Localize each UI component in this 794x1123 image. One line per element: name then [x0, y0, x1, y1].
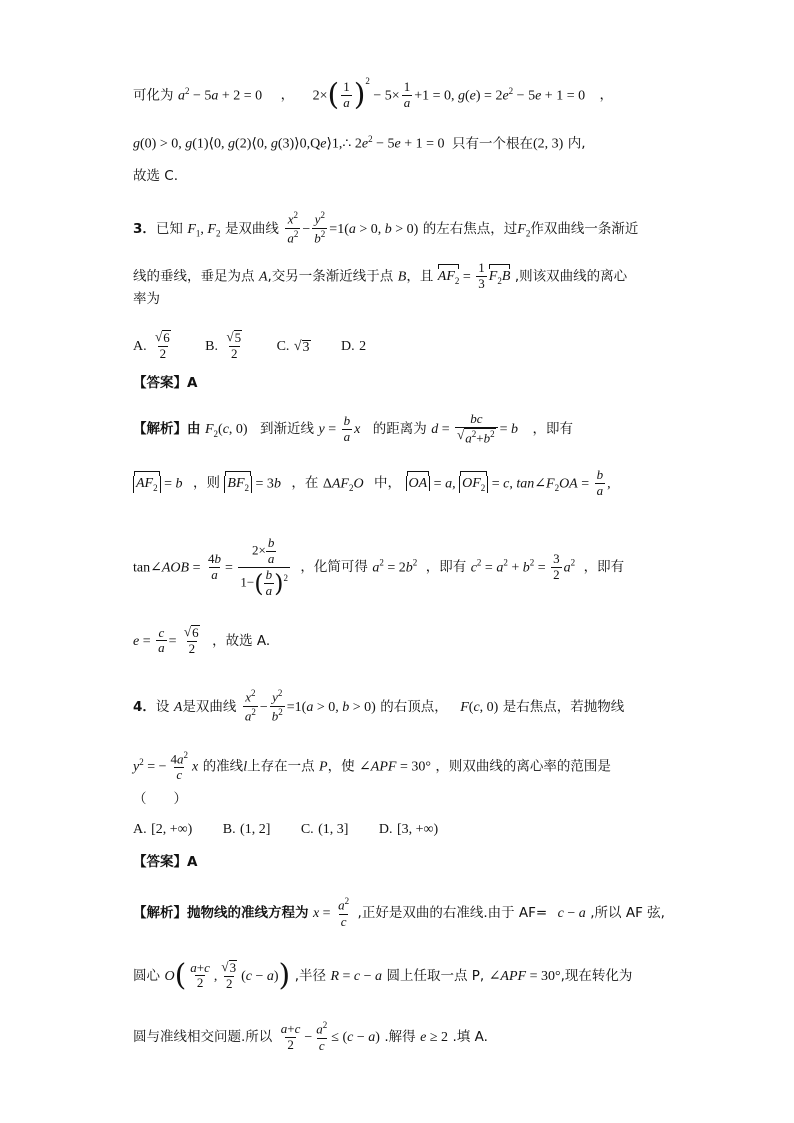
question-4-solution-line-3: 圆与准线相交问题.所以 $\frac{a+c}{2}$ − $\frac{a^2}{c}$ ≤ (c − a) .解得 e ≥ 2 .填 A.	[133, 1020, 488, 1054]
question-3-solution-line-1: 【解析】由 $F_2(c$, 0) 到渐近线 y = $\frac{b}{a}$ x 的距离为 d = bc √ $a^2+b^2$ = b ，即有	[133, 411, 573, 446]
question-4-options	[133, 822, 438, 837]
option-b: B. (1, 2]	[222, 822, 271, 837]
option-b: B. √ 5 2	[205, 329, 242, 361]
solution-line-2: g(0) > 0, g(1)⟨0, g(2)⟨0, g(3)⟩0,Qe⟩1,∴ $2e^2 - 5e + 1 = 0$ 只有一个根在(2, 3) 内,	[133, 134, 586, 152]
option-d: D. [3, +∞)	[378, 822, 439, 837]
solution-line-1: 可化为 $a^2 - 5a + 2 = 0$ ， 2×( $\frac{1}{a}$ )$^2$ − 5× $\frac{1}{a}$ +1 = 0, $g(e) = 2e^2 - 5e + 1 = 0$ ，	[133, 75, 614, 113]
question-3-line-3: 率为	[133, 291, 160, 307]
option-a: A. [2, +∞)	[133, 822, 193, 837]
option-c: C. √ 3	[276, 338, 310, 355]
question-4-solution-line-2: 圆心 O( $\frac{a+c}{2}$ , √ 3 2 (c − a)) ,半径 R = c − a 圆上任取一点 P, ∠APF = 30°,现在转化为	[133, 957, 633, 993]
question-4-answer: 【答案】A	[133, 854, 198, 870]
question-3-options	[133, 330, 366, 362]
question-4-paren: （ ）	[133, 791, 187, 807]
solution-line-3: 故选 C.	[133, 168, 179, 184]
question-3-solution-line-2: $AF_2 = b$ ，则 $BF_2 = 3b$ ，在 $\Delta AF_2O$ 中， OA = a, $OF_2 = c$, $\tan\angle F_2OA$ = $\frac{b}{a}$ ,	[133, 468, 611, 499]
question-4-line-1: 4．设 A是双曲线 $\frac{x^2}{a^2}$ − $\frac{y^2}{b^2}$ =1(a > 0, b > 0) 的右顶点， F(c, 0) 是右焦点，若抛物线	[133, 688, 625, 724]
option-c: C. (1, 3]	[300, 822, 349, 837]
question-3-solution-line-3: tan∠AOB = $\frac{4b}{a}$ = 2× $\frac{b}{a}$ 1−( $\frac{b}{a}$ )$^2$ ，化简可得 $a^2 = 2b^2$ ，即有 $c^2 = a^2 + b^2$ = $\frac{3}{2}$ $a^2$ ，即有	[133, 535, 625, 598]
question-3-line-2: 线的垂线，垂足为点 A,交另一条渐近线于点 B，且 $AF_2$ = $\frac{1}{3}$ $F_2B$ ,则该双曲线的离心	[133, 260, 628, 291]
option-a: A. √ 6 2	[133, 329, 170, 361]
question-4-solution-line-1: 【解析】抛物线的准线方程为 x = $\frac{a^2}{c}$ ,正好是双曲的右准线.由于 AF= c − a ,所以 AF 弦,	[133, 896, 665, 930]
question-3-line-1: 3．已知 $F_1$, $F_2$ 是双曲线 $\frac{x^2}{a^2}$ − $\frac{y^2}{b^2}$ =1(a > 0, b > 0) 的左右焦点，过$F_2$作双曲线一条渐近	[133, 210, 639, 246]
question-4-line-2: $y^2$ = − $\frac{4a^2}{c}$ x 的准线l上存在一点 P，使 ∠APF = 30° ，则双曲线的离心率的范围是	[133, 750, 611, 783]
question-3-answer: 【答案】A	[133, 375, 198, 391]
option-d: D. 2	[341, 338, 367, 354]
question-3-solution-line-4: e = $\frac{c}{a}$ = √ 6 2 ，故选 A.	[133, 624, 271, 656]
